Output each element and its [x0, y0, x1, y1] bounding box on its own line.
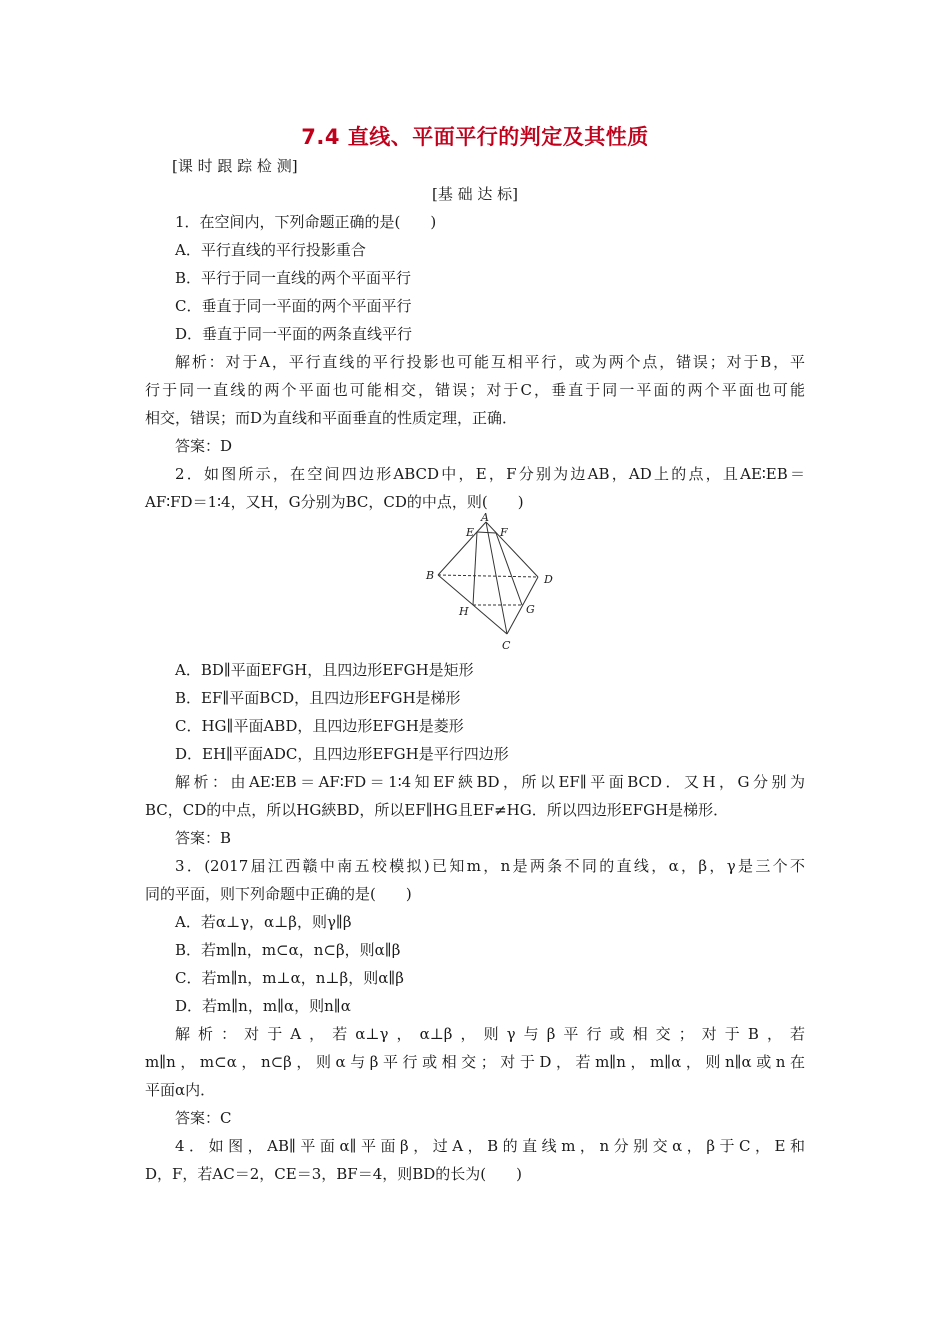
q3-analysis-line-2: m∥n，m⊂α，n⊂β，则α与β平行或相交；对于D，若m∥n，m∥α，则n∥α或n在: [145, 1053, 805, 1071]
q1-analysis-line-3: 相交，错误；而D为直线和平面垂直的性质定理，正确．: [145, 409, 518, 427]
label-d: D: [544, 573, 553, 586]
exercise-header: [课 时 跟 踪 检 测]: [172, 157, 298, 175]
q2-option-b: B．EF∥平面BCD，且四边形EFGH是梯形: [175, 689, 461, 707]
q4-stem-line-1: 4．如图，AB∥平面α∥平面β，过A，B的直线m，n分别交α，β于C，E和: [175, 1137, 805, 1155]
q2-option-a: A．BD∥平面EFGH，且四边形EFGH是矩形: [175, 661, 474, 679]
q4-stem-line-2: D，F，若AC＝2，CE＝3，BF＝4，则BD的长为( ): [145, 1165, 522, 1183]
label-e: E: [466, 526, 475, 539]
label-g: G: [526, 603, 535, 616]
q3-analysis-line-1: 解析：对于A，若α⊥γ，α⊥β，则γ与β平行或相交；对于B，若: [175, 1025, 805, 1043]
q2-option-d: D．EH∥平面ADC，且四边形EFGH是平行四边形: [175, 745, 509, 763]
edge-ad: [486, 522, 538, 577]
q3-option-a: A．若α⊥γ，α⊥β，则γ∥β: [175, 913, 352, 931]
q1-option-c: C．垂直于同一平面的两个平面平行: [175, 297, 412, 315]
tetrahedron-figure: [420, 512, 570, 652]
q1-option-a: A．平行直线的平行投影重合: [175, 241, 366, 259]
q2-answer: 答案：B: [175, 829, 232, 847]
q3-analysis-line-3: 平面α内．: [145, 1081, 216, 1099]
label-f: F: [500, 526, 508, 539]
q3-option-b: B．若m∥n，m⊂α，n⊂β，则α∥β: [175, 941, 401, 959]
q1-stem: 1．在空间内，下列命题正确的是( ): [175, 213, 437, 231]
q3-answer: 答案：C: [175, 1109, 232, 1127]
q3-option-c: C．若m∥n，m⊥α，n⊥β，则α∥β: [175, 969, 404, 987]
q2-stem-line-1: 2．如图所示，在空间四边形ABCD中，E，F分别为边AB，AD上的点，且AE∶EB＝: [175, 465, 805, 483]
q1-analysis-line-2: 行于同一直线的两个平面也可能相交，错误；对于C，垂直于同一平面的两个平面也可能: [145, 381, 805, 399]
section-label: [基 础 达 标]: [431, 185, 518, 203]
q2-analysis-line-1: 解析：由AE∶EB＝AF∶FD＝1∶4知EF綊BD，所以EF∥平面BCD．又H，G分别为: [175, 773, 805, 791]
q1-option-b: B．平行于同一直线的两个平面平行: [175, 269, 412, 287]
q3-option-d: D．若m∥n，m∥α，则n∥α: [175, 997, 351, 1015]
label-h: H: [459, 605, 469, 618]
edge-bd-dashed: [438, 575, 538, 577]
edge-eh: [473, 532, 477, 605]
page-title: 7.4 直线、平面平行的判定及其性质: [301, 125, 649, 149]
edge-bc: [438, 575, 507, 634]
q1-analysis-line-1: 解析：对于A，平行直线的平行投影也可能互相平行，或为两个点，错误；对于B，平: [175, 353, 805, 371]
q1-option-d: D．垂直于同一平面的两条直线平行: [175, 325, 413, 343]
q3-stem-line-2: 同的平面，则下列命题中正确的是( ): [145, 885, 412, 903]
q2-analysis-line-2: BC，CD的中点，所以HG綊BD，所以EF∥HG且EF≠HG．所以四边形EFGH是梯形．: [145, 801, 729, 819]
q2-option-c: C．HG∥平面ABD，且四边形EFGH是菱形: [175, 717, 464, 735]
edge-ab: [438, 522, 486, 575]
q1-answer: 答案：D: [175, 437, 233, 455]
edge-ef: [477, 532, 496, 533]
label-a: A: [481, 512, 489, 524]
q2-stem-line-2: AF∶FD＝1∶4，又H，G分别为BC，CD的中点，则( ): [145, 493, 524, 511]
q3-stem-line-1: 3．(2017届江西赣中南五校模拟)已知m，n是两条不同的直线，α，β，γ是三个不: [175, 857, 805, 875]
label-b: B: [426, 569, 435, 582]
label-c: C: [502, 639, 511, 652]
